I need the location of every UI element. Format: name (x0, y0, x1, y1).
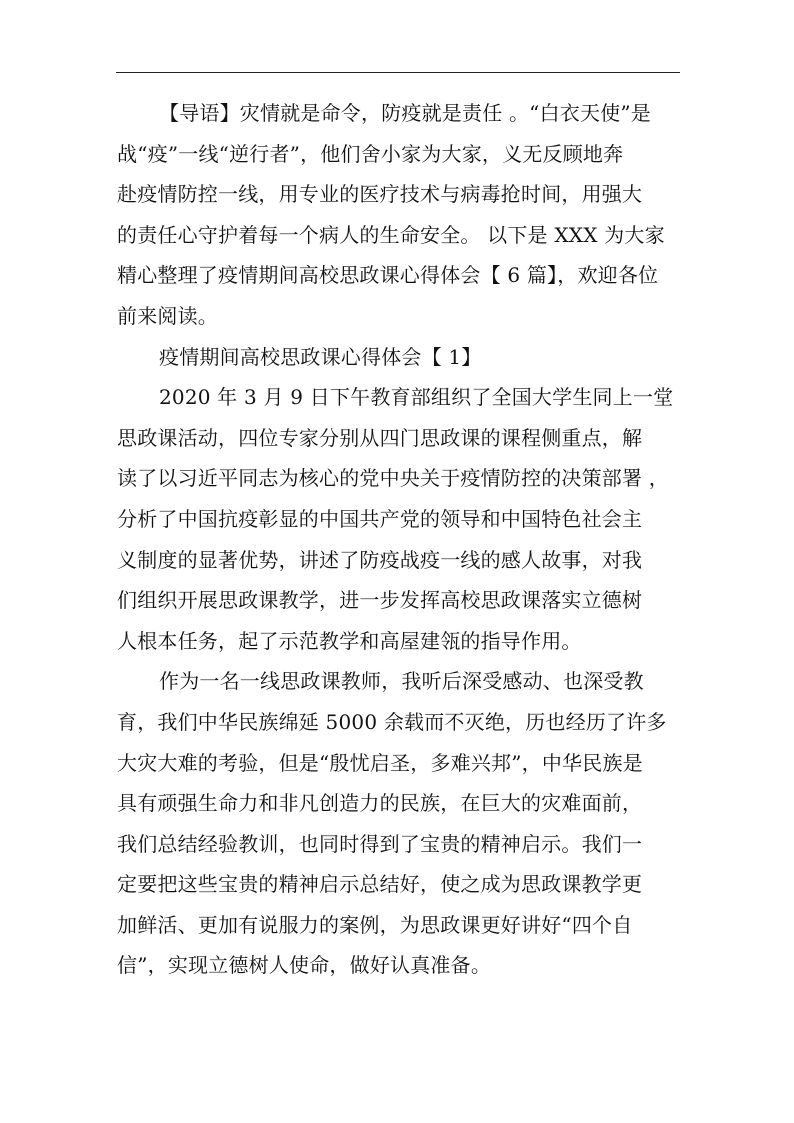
paragraph-2-line-1: 作为一名一线思政课教师，我听后深受感动、也深受教 (159, 669, 644, 694)
header-rule (116, 72, 680, 73)
paragraph-1-line-3: 读了以习近平同志为核心的党中央关于疫情防控的决策部署 ， (117, 466, 669, 491)
paragraph-1-line-5: 义制度的显著优势，讲述了防疫战疫一线的感人故事，对我 (117, 547, 643, 572)
intro-line-5: 精心整理了疫情期间高校思政课心得体会【 6 篇】，欢迎各位 (117, 263, 659, 288)
paragraph-1-line-2: 思政课活动，四位专家分别从四门思政课的课程侧重点，解 (117, 425, 643, 450)
paragraph-2-line-2: 育，我们中华民族绵延 5000 余载而不灭绝，历也经历了许多 (117, 709, 667, 734)
paragraph-1-line-4: 分析了中国抗疫彰显的中国共产党的领导和中国特色社会主 (117, 506, 643, 531)
intro-line-1: 【导语】灾情就是命令，防疫就是责任 。“白衣天使”是 (159, 101, 652, 125)
paragraph-2-line-5: 我们总结经验教训，也同时得到了宝贵的精神启示。我们一 (117, 831, 643, 856)
paragraph-2-line-3: 大灾大难的考验，但是“殷忧启圣，多难兴邦”，中华民族是 (117, 750, 643, 775)
intro-line-4: 的责任心守护着每一个病人的生命安全。 以下是 XXX 为大家 (117, 222, 665, 247)
section-heading: 疫情期间高校思政课心得体会【 1】 (159, 344, 482, 369)
intro-line-3: 赴疫情防控一线，用专业的医疗技术与病毒抢时间，用强大 (117, 182, 643, 207)
document-body (117, 93, 687, 986)
paragraph-1-line-1: 2020 年 3 月 9 日下午教育部组织了全国大学生同上一堂 (159, 385, 674, 410)
paragraph-1-line-6: 们组织开展思政课教学，进一步发挥高校思政课落实立德树 (117, 588, 643, 613)
paragraph-2-line-4: 具有顽强生命力和非凡创造力的民族，在巨大的灾难面前， (117, 791, 643, 816)
paragraph-2-line-7: 加鲜活、更加有说服力的案例，为思政课更好讲好“四个自 (117, 912, 633, 937)
paragraph-1-line-7: 人根本任务，起了示范教学和高屋建瓴的指导作用。 (117, 628, 582, 653)
intro-line-2: 战“疫”一线“逆行者”，他们舍小家为大家，义无反顾地奔 (117, 141, 624, 166)
paragraph-2-line-8: 信”，实现立德树人使命，做好认真准备。 (117, 953, 492, 978)
paragraph-2-line-6: 定要把这些宝贵的精神启示总结好，使之成为思政课教学更 (117, 872, 643, 897)
intro-line-6: 前来阅读。 (117, 303, 218, 328)
